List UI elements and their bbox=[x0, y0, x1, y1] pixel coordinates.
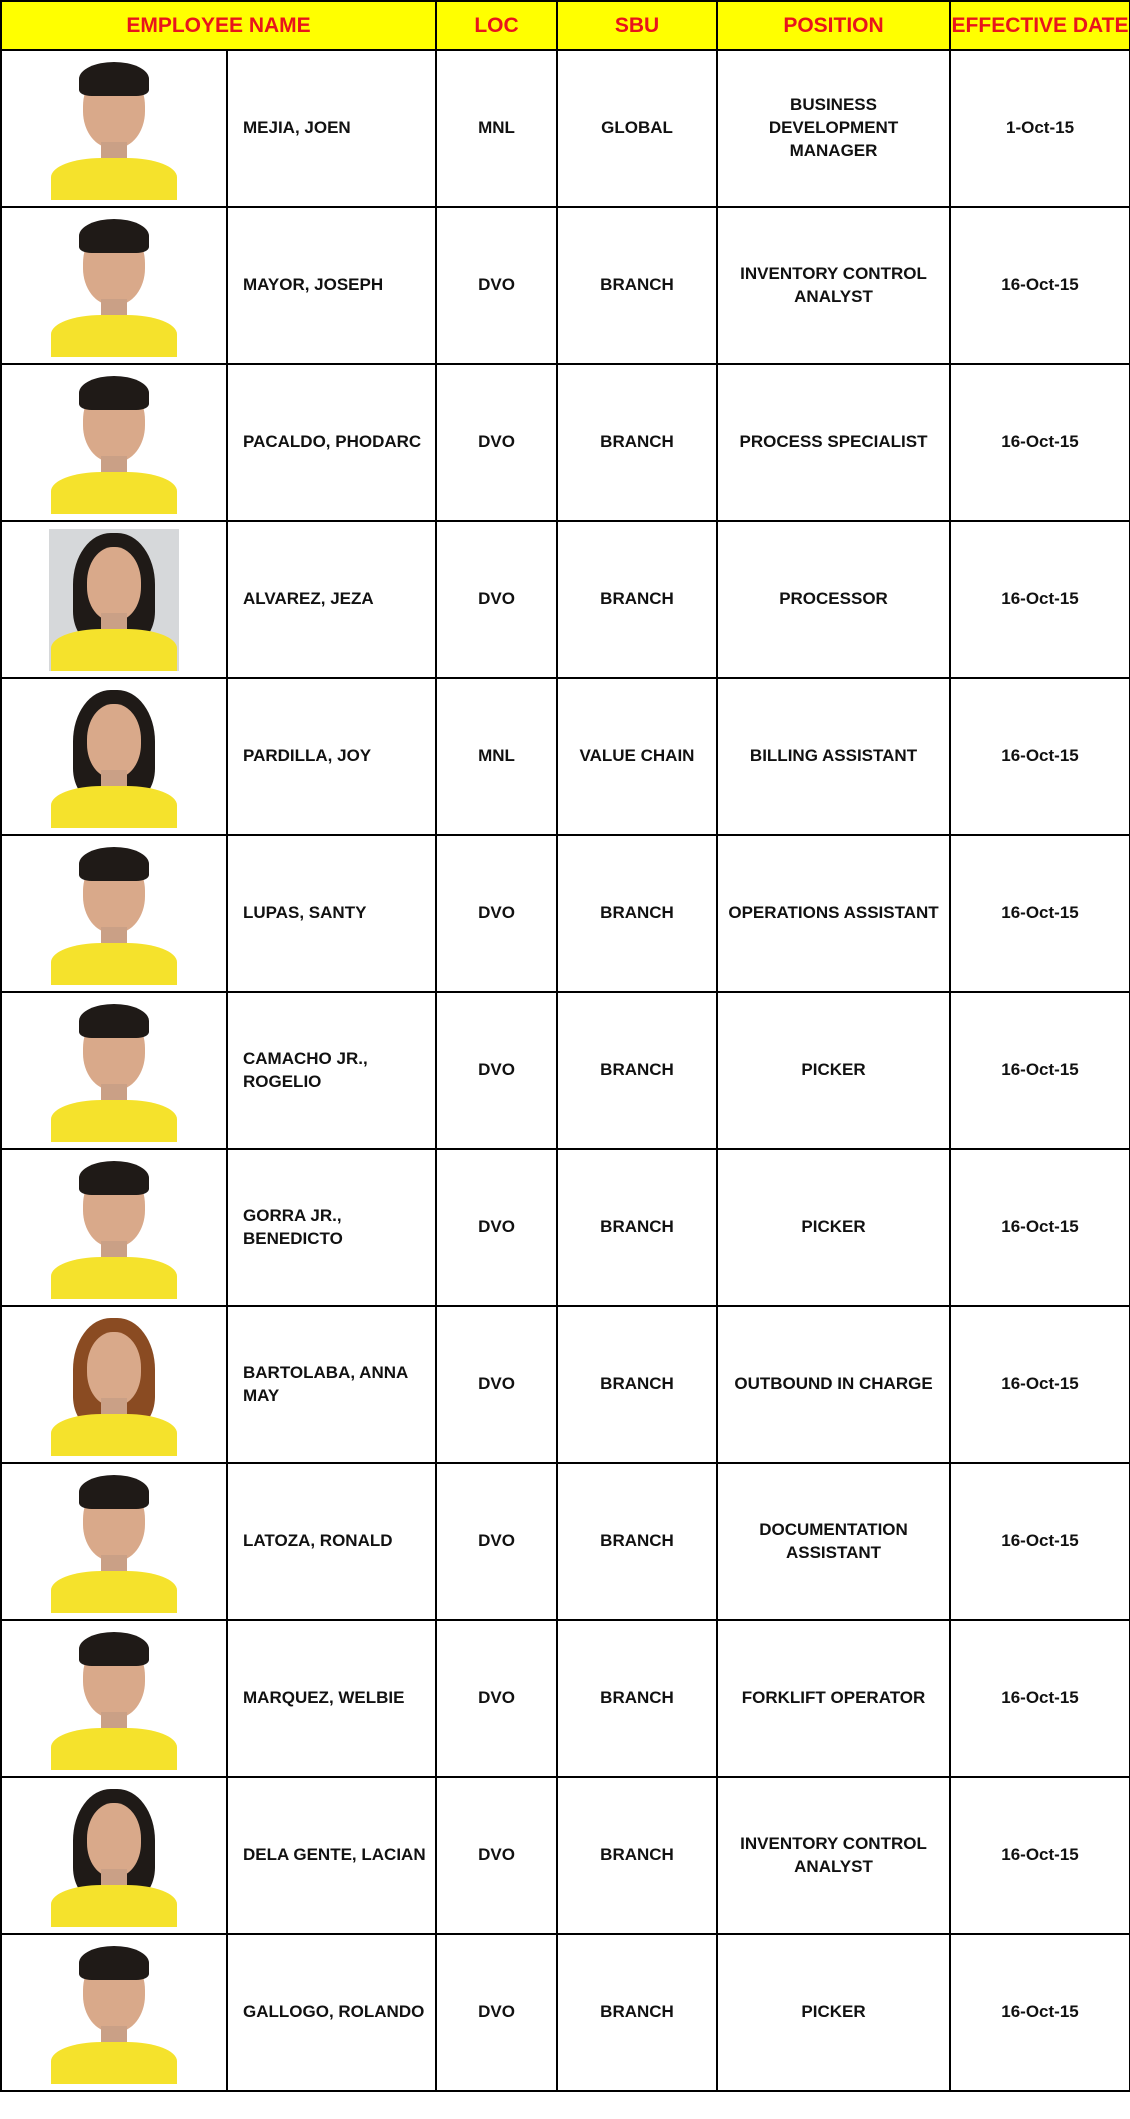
employee-name-cell: MARQUEZ, WELBIE bbox=[227, 1620, 436, 1777]
photo-cell bbox=[1, 50, 227, 207]
photo-cell bbox=[1, 1934, 227, 2091]
sbu-cell: BRANCH bbox=[557, 1934, 717, 2091]
employee-photo-hair bbox=[79, 1946, 149, 1980]
position-cell: PROCESS SPECIALIST bbox=[717, 364, 950, 521]
employee-name-cell: LUPAS, SANTY bbox=[227, 835, 436, 992]
employee-photo bbox=[49, 58, 179, 200]
table-row bbox=[1, 1306, 1130, 1463]
header-loc: LOC bbox=[436, 1, 557, 50]
loc-cell: DVO bbox=[436, 835, 557, 992]
photo-cell bbox=[1, 364, 227, 521]
position-cell: OUTBOUND IN CHARGE bbox=[717, 1306, 950, 1463]
employee-name-cell: LATOZA, RONALD bbox=[227, 1463, 436, 1620]
effective-date-cell: 16-Oct-15 bbox=[950, 1463, 1130, 1620]
position-cell: PICKER bbox=[717, 992, 950, 1149]
effective-date-cell: 16-Oct-15 bbox=[950, 521, 1130, 678]
employee-photo-head bbox=[87, 547, 141, 621]
employee-name-cell: MEJIA, JOEN bbox=[227, 50, 436, 207]
sbu-cell: BRANCH bbox=[557, 207, 717, 364]
header-effective-date: EFFECTIVE DATE bbox=[950, 1, 1130, 50]
sbu-cell: BRANCH bbox=[557, 992, 717, 1149]
photo-cell bbox=[1, 521, 227, 678]
effective-date-cell: 16-Oct-15 bbox=[950, 678, 1130, 835]
sbu-cell: BRANCH bbox=[557, 1306, 717, 1463]
loc-cell: DVO bbox=[436, 364, 557, 521]
position-cell: DOCUMENTATION ASSISTANT bbox=[717, 1463, 950, 1620]
photo-cell bbox=[1, 1777, 227, 1934]
table-row bbox=[1, 521, 1130, 678]
employee-photo-hair bbox=[79, 1632, 149, 1666]
employee-photo bbox=[49, 686, 179, 828]
employee-photo-shirt bbox=[51, 1885, 177, 1927]
photo-cell bbox=[1, 992, 227, 1149]
employee-photo bbox=[49, 372, 179, 514]
loc-cell: DVO bbox=[436, 1934, 557, 2091]
employee-photo-head bbox=[87, 1803, 141, 1877]
employee-photo-shirt bbox=[51, 786, 177, 828]
sbu-cell: BRANCH bbox=[557, 1149, 717, 1306]
sbu-cell: GLOBAL bbox=[557, 50, 717, 207]
effective-date-cell: 16-Oct-15 bbox=[950, 835, 1130, 992]
sbu-cell: BRANCH bbox=[557, 1777, 717, 1934]
effective-date-cell: 16-Oct-15 bbox=[950, 1934, 1130, 2091]
employee-photo-hair bbox=[79, 376, 149, 410]
table-row bbox=[1, 364, 1130, 521]
employee-photo-shirt bbox=[51, 2042, 177, 2084]
photo-cell bbox=[1, 1463, 227, 1620]
sbu-cell: BRANCH bbox=[557, 1620, 717, 1777]
header-sbu: SBU bbox=[557, 1, 717, 50]
loc-cell: DVO bbox=[436, 992, 557, 1149]
loc-cell: DVO bbox=[436, 1620, 557, 1777]
employee-photo-shirt bbox=[51, 158, 177, 200]
header-row bbox=[1, 1, 1130, 50]
table-row bbox=[1, 992, 1130, 1149]
table-row bbox=[1, 678, 1130, 835]
employee-photo-hair bbox=[79, 1161, 149, 1195]
employee-photo-head bbox=[87, 1332, 141, 1406]
effective-date-cell: 16-Oct-15 bbox=[950, 1149, 1130, 1306]
employee-name-cell: CAMACHO JR., ROGELIO bbox=[227, 992, 436, 1149]
employee-photo bbox=[49, 1471, 179, 1613]
photo-cell bbox=[1, 1620, 227, 1777]
position-cell: PICKER bbox=[717, 1149, 950, 1306]
position-cell: PROCESSOR bbox=[717, 521, 950, 678]
photo-cell bbox=[1, 1149, 227, 1306]
employee-photo-shirt bbox=[51, 1728, 177, 1770]
loc-cell: DVO bbox=[436, 1463, 557, 1620]
employee-photo bbox=[49, 1942, 179, 2084]
sbu-cell: VALUE CHAIN bbox=[557, 678, 717, 835]
sbu-cell: BRANCH bbox=[557, 364, 717, 521]
employee-name-cell: PACALDO, PHODARC bbox=[227, 364, 436, 521]
employee-photo bbox=[49, 1785, 179, 1927]
header-position: POSITION bbox=[717, 1, 950, 50]
loc-cell: MNL bbox=[436, 50, 557, 207]
employee-photo-shirt bbox=[51, 1571, 177, 1613]
effective-date-cell: 16-Oct-15 bbox=[950, 364, 1130, 521]
effective-date-cell: 16-Oct-15 bbox=[950, 1306, 1130, 1463]
table-row bbox=[1, 1934, 1130, 2091]
employee-photo bbox=[49, 1157, 179, 1299]
employee-photo-shirt bbox=[51, 472, 177, 514]
employee-photo-shirt bbox=[51, 315, 177, 357]
employee-photo-hair bbox=[79, 1004, 149, 1038]
loc-cell: DVO bbox=[436, 1149, 557, 1306]
effective-date-cell: 16-Oct-15 bbox=[950, 207, 1130, 364]
employee-photo bbox=[49, 215, 179, 357]
loc-cell: DVO bbox=[436, 1777, 557, 1934]
employee-photo-hair bbox=[79, 219, 149, 253]
employee-photo-shirt bbox=[51, 943, 177, 985]
employee-name-cell: DELA GENTE, LACIAN bbox=[227, 1777, 436, 1934]
employee-photo bbox=[49, 843, 179, 985]
employee-photo-head bbox=[87, 704, 141, 778]
employee-photo-shirt bbox=[51, 629, 177, 671]
position-cell: BILLING ASSISTANT bbox=[717, 678, 950, 835]
effective-date-cell: 1-Oct-15 bbox=[950, 50, 1130, 207]
photo-cell bbox=[1, 835, 227, 992]
table-row bbox=[1, 207, 1130, 364]
table-row bbox=[1, 1620, 1130, 1777]
employee-photo bbox=[49, 1000, 179, 1142]
employee-photo bbox=[49, 529, 179, 671]
employee-photo-shirt bbox=[51, 1414, 177, 1456]
employee-photo-shirt bbox=[51, 1100, 177, 1142]
position-cell: FORKLIFT OPERATOR bbox=[717, 1620, 950, 1777]
employee-photo-hair bbox=[79, 1475, 149, 1509]
table-row bbox=[1, 835, 1130, 992]
effective-date-cell: 16-Oct-15 bbox=[950, 1777, 1130, 1934]
photo-cell bbox=[1, 1306, 227, 1463]
employee-name-cell: PARDILLA, JOY bbox=[227, 678, 436, 835]
employee-name-cell: GALLOGO, ROLANDO bbox=[227, 1934, 436, 2091]
employee-name-cell: GORRA JR., BENEDICTO bbox=[227, 1149, 436, 1306]
sbu-cell: BRANCH bbox=[557, 835, 717, 992]
employee-photo bbox=[49, 1628, 179, 1770]
position-cell: INVENTORY CONTROL ANALYST bbox=[717, 207, 950, 364]
table-row bbox=[1, 1777, 1130, 1934]
loc-cell: MNL bbox=[436, 678, 557, 835]
table-row bbox=[1, 1463, 1130, 1620]
table-row bbox=[1, 50, 1130, 207]
position-cell: BUSINESS DEVELOPMENT MANAGER bbox=[717, 50, 950, 207]
position-cell: INVENTORY CONTROL ANALYST bbox=[717, 1777, 950, 1934]
sbu-cell: BRANCH bbox=[557, 1463, 717, 1620]
employee-name-cell: MAYOR, JOSEPH bbox=[227, 207, 436, 364]
loc-cell: DVO bbox=[436, 521, 557, 678]
employee-name-cell: ALVAREZ, JEZA bbox=[227, 521, 436, 678]
effective-date-cell: 16-Oct-15 bbox=[950, 992, 1130, 1149]
position-cell: OPERATIONS ASSISTANT bbox=[717, 835, 950, 992]
header-employee-name: EMPLOYEE NAME bbox=[1, 1, 436, 50]
table-row bbox=[1, 1149, 1130, 1306]
employee-name-cell: BARTOLABA, ANNA MAY bbox=[227, 1306, 436, 1463]
employee-photo bbox=[49, 1314, 179, 1456]
loc-cell: DVO bbox=[436, 1306, 557, 1463]
roster-body bbox=[1, 50, 1130, 2091]
loc-cell: DVO bbox=[436, 207, 557, 364]
employee-photo-shirt bbox=[51, 1257, 177, 1299]
photo-cell bbox=[1, 678, 227, 835]
position-cell: PICKER bbox=[717, 1934, 950, 2091]
employee-photo-hair bbox=[79, 847, 149, 881]
photo-cell bbox=[1, 207, 227, 364]
sbu-cell: BRANCH bbox=[557, 521, 717, 678]
effective-date-cell: 16-Oct-15 bbox=[950, 1620, 1130, 1777]
employee-photo-hair bbox=[79, 62, 149, 96]
